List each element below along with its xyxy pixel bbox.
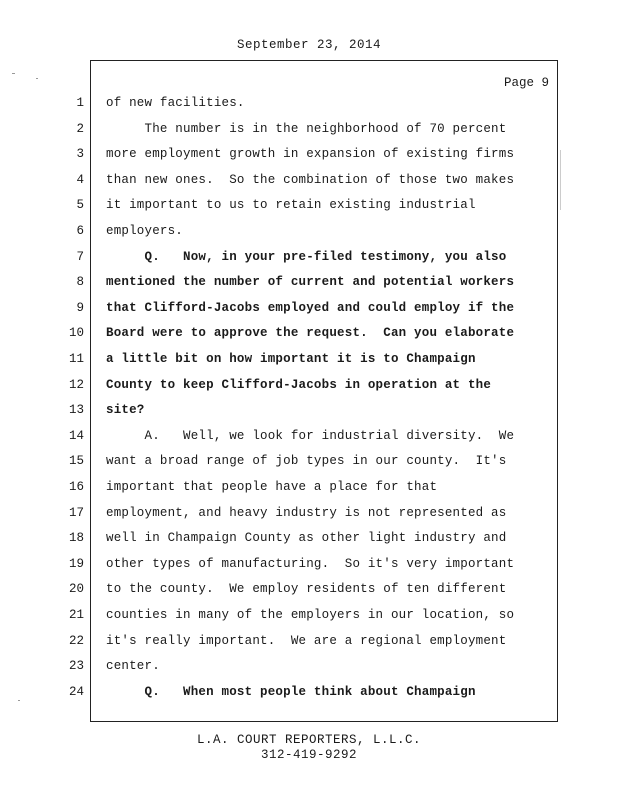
line-number: 11 [68,352,84,366]
line-number: 6 [76,224,84,238]
transcript-line [0,506,618,526]
page-number: Page 9 [503,76,549,90]
transcript-line [0,224,618,244]
line-number: 3 [76,147,84,162]
scan-speck [36,78,38,79]
line-text: center. [106,659,160,674]
line-text: site? [106,403,145,418]
transcript-line [0,429,618,449]
transcript-line [0,403,618,423]
line-number: 19 [68,556,84,571]
line-text: that Clifford-Jacobs employed and could employ if the [106,300,515,315]
line-number: 24 [68,684,84,699]
line-number: 2 [76,121,84,136]
line-text: a little bit on how important it is to Champaign [106,352,476,366]
line-text: The number is in the neighborhood of 70 percent [106,121,507,136]
transcript-line [0,685,618,705]
transcript-line [0,326,618,346]
transcript-line [0,582,618,602]
line-text: it's really important. We are a regional employment [106,633,507,648]
transcript-line [0,659,618,679]
line-number: 8 [76,275,84,290]
line-number: 10 [68,326,84,341]
line-text: employers. [106,224,184,238]
line-text: important that people have a place for that [106,480,438,494]
line-text: employment, and heavy industry is not represented as [106,505,507,520]
line-number: 5 [76,198,84,213]
line-number: 7 [76,249,84,264]
transcript-line [0,352,618,372]
line-text: of new facilities. [106,96,245,110]
line-text: other types of manufacturing. So it's very important [106,556,515,571]
line-text: Board were to approve the request. Can you elaborate [106,326,515,341]
line-text: it important to us to retain existing industrial [106,198,476,213]
transcript-line [0,608,618,628]
line-number: 21 [68,608,84,622]
transcript-line [0,122,618,142]
line-number: 20 [68,582,84,597]
transcript-line [0,480,618,500]
line-number: 4 [76,172,84,187]
line-number: 23 [68,659,84,674]
transcript-line [0,454,618,474]
transcript-line [0,96,618,116]
line-text: counties in many of the employers in our location, so [106,608,515,622]
transcript-line [0,301,618,321]
line-number: 18 [68,531,84,546]
line-number: 13 [68,403,84,418]
court-reporter-phone: 312-419-9292 [260,748,357,762]
line-number: 17 [68,505,84,520]
line-text: well in Champaign County as other light industry and [106,531,507,546]
transcript-line [0,198,618,218]
line-number: 9 [76,300,84,315]
transcript-line [0,634,618,654]
transcript-line [0,250,618,270]
transcript-line [0,275,618,295]
transcript-line [0,557,618,577]
transcript-line [0,173,618,193]
line-text: Q. When most people think about Champaign [106,684,476,699]
line-text: A. Well, we look for industrial diversity. We [106,428,515,443]
transcript-date: September 23, 2014 [236,38,382,52]
court-reporter-name: L.A. COURT REPORTERS, L.L.C. [196,733,422,747]
scan-speck [18,700,20,701]
line-number: 15 [68,454,84,469]
line-number: 1 [76,96,84,110]
line-text: want a broad range of job types in our county. It's [106,454,507,469]
scan-speck [12,73,15,74]
scan-speck [560,150,561,210]
line-number: 22 [68,633,84,648]
line-number: 12 [68,377,84,392]
line-text: than new ones. So the combination of those two makes [106,172,515,187]
line-text: to the county. We employ residents of ten different [106,582,507,597]
line-text: Q. Now, in your pre-filed testimony, you also [106,249,507,264]
line-text: mentioned the number of current and potential workers [106,275,515,290]
line-text: County to keep Clifford-Jacobs in operation at the [106,377,492,392]
line-text: more employment growth in expansion of existing firms [106,147,515,162]
line-number: 16 [68,480,84,494]
line-number: 14 [68,428,84,443]
transcript-line [0,531,618,551]
transcript-line [0,378,618,398]
transcript-line [0,147,618,167]
